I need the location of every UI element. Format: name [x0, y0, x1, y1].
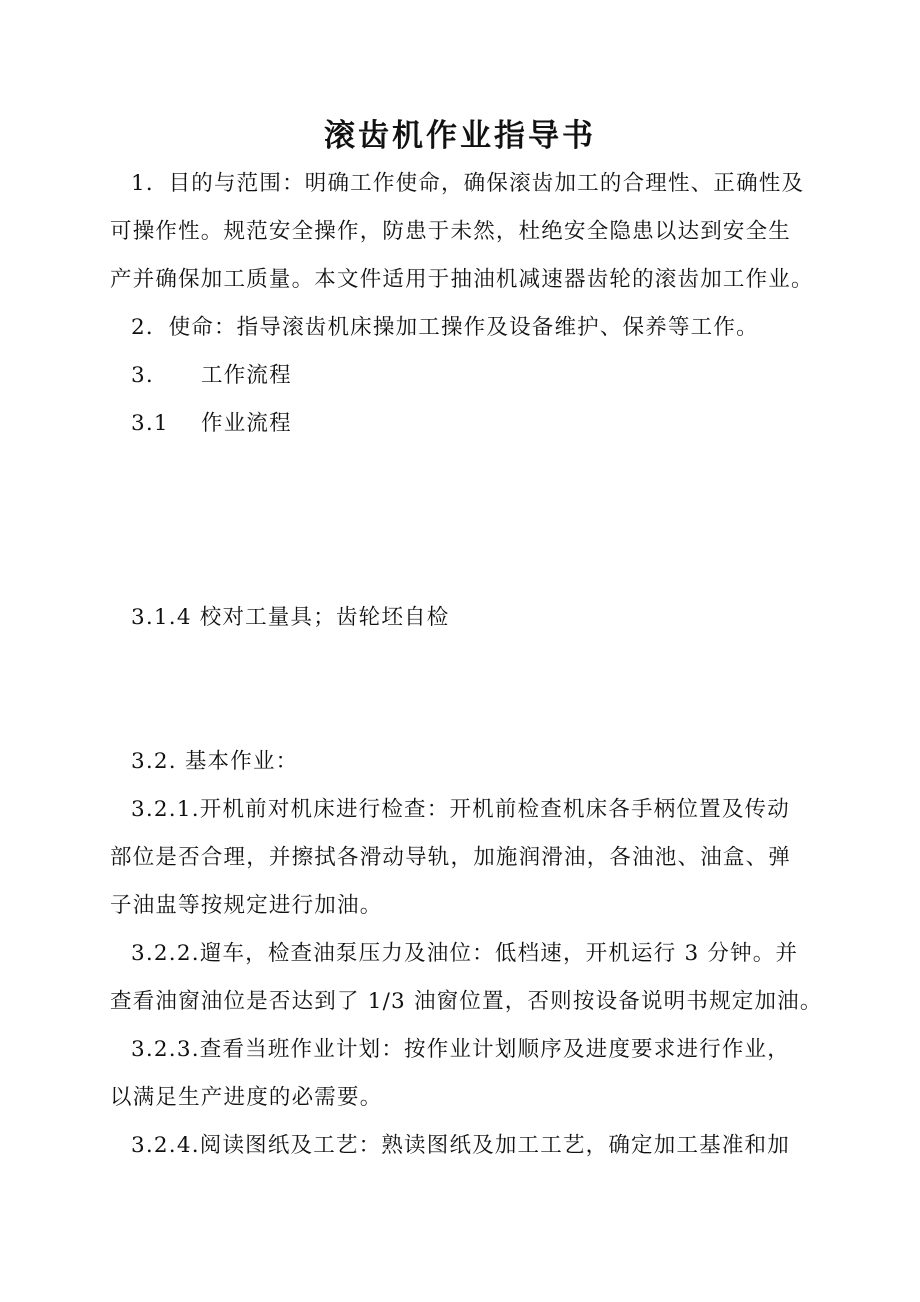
section-heading: [131, 352, 292, 400]
paragraph-line: 部位是否合理，并擦拭各滑动导轨，加施润滑油，各油池、油盒、弹: [110, 845, 792, 870]
subsection-heading: [131, 400, 292, 448]
section-title: 工作流程: [201, 363, 292, 388]
paragraph-line: 3.1.4 校对工量具；齿轮坯自检: [131, 605, 450, 630]
paragraph-line: 3.2.3.查看当班作业计划：按作业计划顺序及进度要求进行作业，: [131, 1037, 790, 1062]
paragraph-line: 1．目的与范围：明确工作使命，确保滚齿加工的合理性、正确性及: [131, 171, 805, 196]
section-number: 3.: [131, 363, 154, 388]
paragraph-line: 3.2.1.开机前对机床进行检查：开机前检查机床各手柄位置及传动: [131, 797, 790, 822]
paragraph-line: 产并确保加工质量。本文件适用于抽油机减速器齿轮的滚齿加工作业。: [110, 267, 814, 292]
paragraph-line: 2．使命：指导滚齿机床操加工操作及设备维护、保养等工作。: [131, 315, 759, 340]
subsection-number: 3.1: [131, 411, 169, 436]
paragraph-line: 查看油窗油位是否达到了 1/3 油窗位置，否则按设备说明书规定加油。: [110, 989, 823, 1014]
paragraph-line: 可操作性。规范安全操作，防患于未然，杜绝安全隐患以达到安全生: [110, 219, 792, 244]
paragraph-line: 3.2.2.遛车，检查油泵压力及油位：低档速，开机运行 3 分钟。并: [131, 941, 799, 966]
subsection-title: 作业流程: [201, 411, 292, 436]
paragraph-line: 子油盅等按规定进行加油。: [110, 893, 383, 918]
paragraph-line: 3.2.4.阅读图纸及工艺：熟读图纸及加工工艺，确定加工基准和加: [131, 1133, 790, 1158]
document-title: 滚齿机作业指导书: [324, 118, 596, 154]
section-heading: 3.2. 基本作业：: [131, 749, 299, 774]
paragraph-line: 以满足生产进度的必需要。: [110, 1085, 383, 1110]
